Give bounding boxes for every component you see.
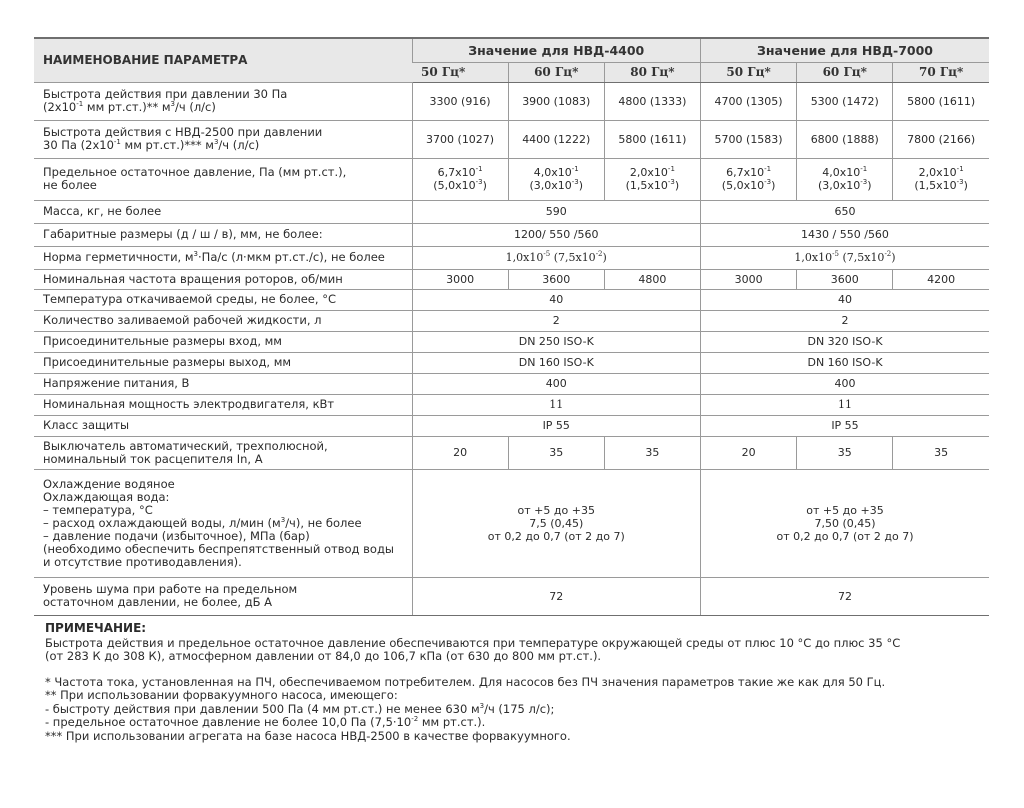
table-cell: 400 [412,373,701,394]
row-label: Норма герметичности, $м^3\cdot Па/с$ (л·мкм рт.ст./с), не более [34,246,412,269]
table-row [34,158,989,200]
notes-title: ПРИМЕЧАНИЕ: [45,621,147,635]
table-cell: $1,0х10^{-5}$ $(7,5х10^{-2})$ [701,246,990,269]
table-cell: 4700 (1305) [701,82,797,120]
row-label: Номинальная мощность электродвигателя, кВт [34,394,412,415]
footnote: * Частота тока, установленная на ПЧ, обеспечиваемом потребителем. Для насосов без ПЧ значения параметров такие же как для 50 Гц. [45,674,886,689]
table-cell: $6,7х10^{-1}$ $(5,0х10^{-3})$ [701,158,797,200]
table-cell: 3000 [412,269,508,289]
table-row [34,246,989,269]
table-cell: от +5 до +35 7,50 (0,45) от 0,2 до 0,7 (от 2 до 7) [701,469,990,577]
table-cell: 4800 [604,269,700,289]
row-label: Температура откачиваемой среды, не более, °С [34,289,412,310]
row-label: Количество заливаемой рабочей жидкости, л [34,310,412,331]
footnote: *** При использовании агрегата на базе насоса НВД-2500 в качестве форвакуумного. [45,728,571,743]
table-cell: DN 160 ISO-K [701,352,990,373]
nvd4400-group-header: Значение для НВД-4400 [412,38,701,62]
table-cell: 35 [604,436,700,469]
table-cell: 650 [701,200,990,223]
table-cell: 3900 (1083) [508,82,604,120]
row-label: Быстрота действия с НВД-2500 при давлении 30 Па ($2х10^{-1}$ мм рт.ст.)*** $м^3/ч$ (л/с) [34,120,412,158]
table-cell: 72 [701,577,990,615]
table-row [34,289,989,310]
table-cell: 40 [701,289,990,310]
footnote: - предельное остаточное давление не более 10,0 Па ($7,5\cdot 10^{-2}$ мм рт.ст.). [45,715,486,729]
table-cell: 40 [412,289,701,310]
table-cell: 35 [508,436,604,469]
table-cell: DN 250 ISO-K [412,331,701,352]
table-cell: $4,0х10^{-1}$ $(3,0х10^{-3})$ [797,158,893,200]
row-label: Напряжение питания, В [34,373,412,394]
row-label: Выключатель автоматический, трехполюсной, номинальный ток расцепителя In, А [34,436,412,469]
table-cell: от +5 до +35 7,5 (0,45) от 0,2 до 0,7 (от 2 до 7) [412,469,701,577]
table-cell: $4,0х10^{-1}$ $(3,0х10^{-3})$ [508,158,604,200]
table-cell: 5800 (1611) [893,82,989,120]
table-cell: $6,7х10^{-1}$ $(5,0х10^{-3})$ [412,158,508,200]
note-paragraph: (от 283 К до 308 К), атмосферном давлении от 84,0 до 106,7 кПа (от 630 до 800 мм рт.ст.). [45,649,602,663]
freq-header: 60 Гц* [797,62,893,82]
table-cell: 1200/ 550 /560 [412,223,701,246]
specifications-table [34,37,989,616]
table-cell: 5300 (1472) [797,82,893,120]
table-cell: $1,0х10^{-5}$ $(7,5х10^{-2})$ [412,246,701,269]
row-label: Присоединительные размеры вход, мм [34,331,412,352]
table-cell: IP 55 [701,415,990,436]
table-cell: 3600 [797,269,893,289]
table-cell: 11 [701,394,990,415]
table-cell: DN 160 ISO-K [412,352,701,373]
table-row [34,120,989,158]
table-cell: 20 [412,436,508,469]
table-cell: 3300 (916) [412,82,508,120]
table-cell: 5800 (1611) [604,120,700,158]
param-column-header: НАИМЕНОВАНИЕ ПАРАМЕТРА [34,38,412,82]
freq-header: 50 Гц* [412,62,508,82]
row-label: Присоединительные размеры выход, мм [34,352,412,373]
table-cell: 4200 [893,269,989,289]
footnote: ** При использовании форвакуумного насоса, имеющего: [45,688,398,702]
row-label: Уровень шума при работе на предельном остаточном давлении, не более, дБ А [34,577,412,615]
table-row [34,223,989,246]
table-row [34,577,989,615]
table-row [34,200,989,223]
row-label: Быстрота действия при давлении 30 Па ($2х10^{-1}$ мм рт.ст.)** $м^3/ч$ (л/с) [34,82,412,120]
table-cell: 400 [701,373,990,394]
table-cell: 11 [412,394,701,415]
table-row [34,436,989,469]
table-cell: 2 [701,310,990,331]
note-paragraph: Быстрота действия и предельное остаточное давление обеспечиваются при температуре окружающей среды от плюс 10 °С до плюс 35 °С [45,635,901,650]
footnote: - быстроту действия при давлении 500 Па (4 мм рт.ст.) не менее 630 $м^3/ч$ (175 л/с); [45,701,555,716]
table-cell: 590 [412,200,701,223]
row-label: Номинальная частота вращения роторов, об/мин [34,269,412,289]
table-row [34,415,989,436]
row-label: Предельное остаточное давление, Па (мм рт.ст.), не более [34,158,412,200]
table-cell: 20 [701,436,797,469]
table-row [34,82,989,120]
table-cell: 7800 (2166) [893,120,989,158]
row-label: Масса, кг, не более [34,200,412,223]
freq-header: 70 Гц* [893,62,989,82]
table-row [34,269,989,289]
table-cell: 3600 [508,269,604,289]
table-cell: 72 [412,577,701,615]
table-row [34,373,989,394]
table-cell: $2,0х10^{-1}$ $(1,5х10^{-3})$ [893,158,989,200]
table-row [34,331,989,352]
table-row [34,352,989,373]
table-cell: 35 [893,436,989,469]
freq-header: 80 Гц* [604,62,700,82]
notes-section [45,622,995,743]
row-label: Габаритные размеры (д / ш / в), мм, не более: [34,223,412,246]
row-label: Охлаждение водяное Охлаждающая вода: – температура, °С – расход охлаждающей воды, л/мин $(м^3/ч)$, не более – давление подачи (избыточное), МПа (бар) (необходимо обеспечить беспрепятственный отвод воды и отсутствие противодавления). [34,469,412,577]
table-row [34,310,989,331]
table-cell: IP 55 [412,415,701,436]
table-row [34,394,989,415]
row-label: Класс защиты [34,415,412,436]
table-cell: 4800 (1333) [604,82,700,120]
table-cell: 1430 / 550 /560 [701,223,990,246]
table-cell: $2,0х10^{-1}$ $(1,5х10^{-3})$ [604,158,700,200]
header-row [34,38,989,62]
table-cell: 4400 (1222) [508,120,604,158]
table-cell: 5700 (1583) [701,120,797,158]
table-cell: 6800 (1888) [797,120,893,158]
nvd7000-group-header: Значение для НВД-7000 [701,38,990,62]
table-cell: 3000 [701,269,797,289]
table-row [34,469,989,577]
table-cell: 3700 (1027) [412,120,508,158]
table-cell: 2 [412,310,701,331]
table-cell: DN 320 ISO-K [701,331,990,352]
freq-header: 50 Гц* [701,62,797,82]
freq-header: 60 Гц* [508,62,604,82]
table-cell: 35 [797,436,893,469]
